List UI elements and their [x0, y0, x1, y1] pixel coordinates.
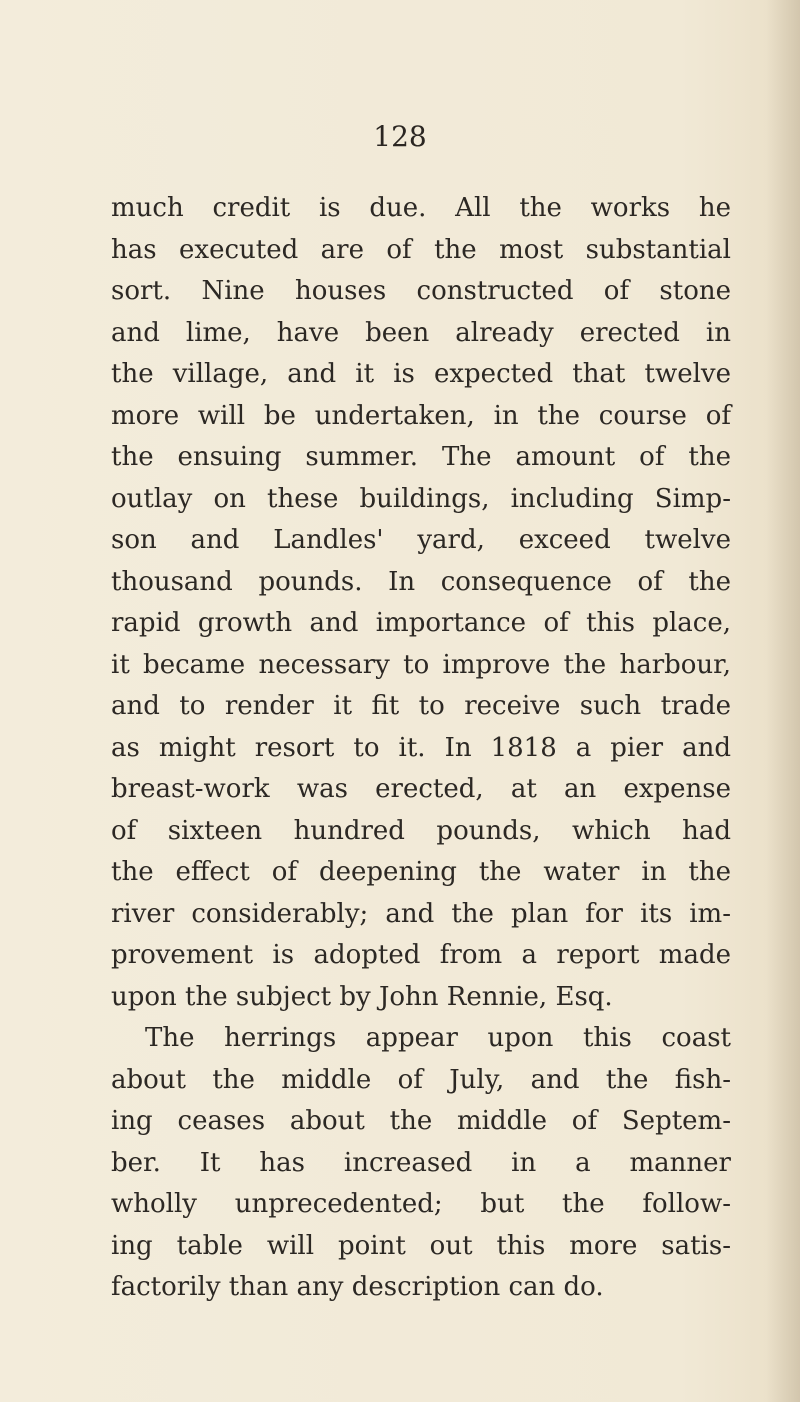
text-line: more will be undertaken, in the course of — [111, 400, 731, 431]
text-line: ing table will point out this more satis- — [111, 1230, 731, 1261]
page-number: 128 — [373, 120, 427, 153]
text-line: outlay on these buildings, including Simp- — [111, 483, 731, 514]
body-text — [111, 188, 731, 1309]
page-edge-shadow — [766, 0, 800, 1402]
text-line: wholly unprecedented; but the follow- — [111, 1189, 731, 1219]
text-line: The herrings appear upon this coast — [145, 1023, 731, 1053]
text-line: son and Landles' yard, exceed twelve — [111, 525, 731, 555]
text-line: factorily than any description can do. — [111, 1272, 604, 1302]
text-line: breast-work was erected, at an expense — [111, 774, 731, 804]
text-line: as might resort to it. In 1818 a pier and — [111, 732, 731, 763]
text-line: about the middle of July, and the fish- — [111, 1064, 731, 1095]
text-line: and lime, have been already erected in — [111, 317, 731, 348]
text-line: thousand pounds. In consequence of the — [111, 566, 731, 597]
text-line: the village, and it is expected that twelve — [111, 359, 731, 389]
text-line: much credit is due. All the works he — [111, 193, 731, 223]
text-line: rapid growth and importance of this place, — [111, 608, 731, 638]
text-line: and to render it fit to receive such trade — [111, 691, 731, 721]
text-line: ber. It has increased in a manner — [111, 1147, 731, 1178]
text-line: river considerably; and the plan for its im- — [111, 898, 731, 929]
text-line: the effect of deepening the water in the — [111, 857, 731, 887]
text-line: sort. Nine houses constructed of stone — [111, 276, 731, 306]
text-line: has executed are of the most substantial — [111, 234, 731, 265]
text-line: the ensuing summer. The amount of the — [111, 442, 731, 472]
text-line: of sixteen hundred pounds, which had — [111, 815, 731, 846]
text-line: provement is adopted from a report made — [111, 940, 731, 970]
text-line: ing ceases about the middle of Septem- — [111, 1106, 731, 1136]
text-line: it became necessary to improve the harbour, — [111, 649, 731, 680]
text-line: upon the subject by John Rennie, Esq. — [111, 981, 613, 1012]
